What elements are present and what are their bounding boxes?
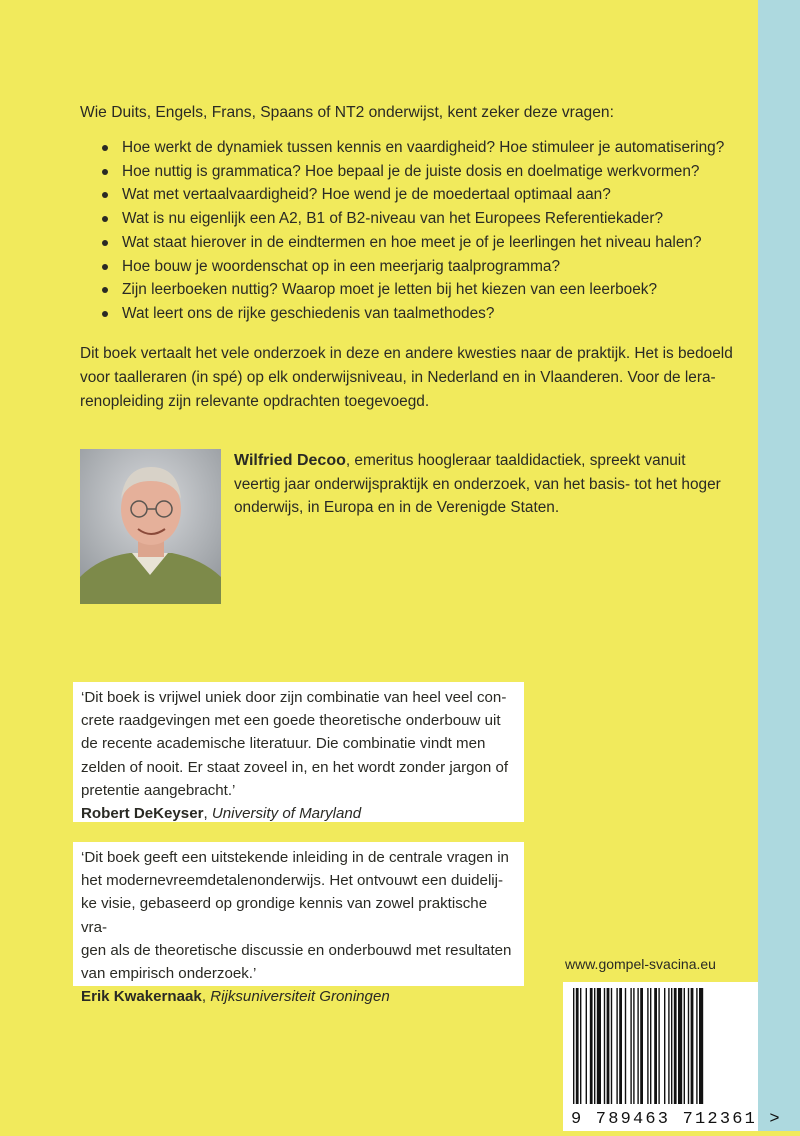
barcode-bar (633, 988, 634, 1104)
quote-line: het modernevreemdetalenonderwijs. Het ontvouwt een duidelij- (81, 872, 504, 890)
bullet-icon (102, 192, 108, 198)
barcode-bar (671, 988, 672, 1104)
barcode-bar (573, 988, 574, 1104)
bullet-icon (102, 169, 108, 175)
barcode-bar (640, 988, 643, 1104)
barcode-bar (594, 988, 595, 1104)
list-item: Hoe bouw je woordenschat op in een meerjarig taalprogramma? (80, 255, 740, 279)
barcode-bar (674, 988, 677, 1104)
isbn-digits: 9 789463 712361 > (571, 1110, 782, 1129)
barcode-bar (699, 988, 703, 1104)
quote-line: ke visie, gebaseerd op grondige kennis van zowel praktische vra- (81, 895, 488, 936)
barcode-bar (619, 988, 622, 1104)
barcode-bar (650, 988, 651, 1104)
quote-line: zelden of nooit. Er staat zoveel in, en het wordt zonder jargon of (81, 758, 509, 776)
barcode-bar (586, 988, 587, 1104)
barcode-bar (684, 988, 685, 1104)
quote-line: de recente academische literatuur. Die combinatie vindt men (81, 735, 486, 753)
author-name: Wilfried Decoo (234, 452, 346, 469)
barcode-bar (654, 988, 657, 1104)
barcode-bar (658, 988, 659, 1104)
quote-box (73, 842, 524, 1006)
quote-line: pretentie aangebracht.’ (81, 781, 236, 799)
barcode-bar (688, 988, 689, 1104)
quote-source: Robert DeKeyser, University of Maryland (81, 805, 362, 823)
intro-text: Wie Duits, Engels, Frans, Spaans of NT2 onderwijst, kent zeker deze vragen: (80, 104, 614, 121)
barcode-bar (630, 988, 631, 1104)
question-list (80, 136, 740, 326)
barcode-bar (604, 988, 605, 1104)
quote-line: crete raadgevingen met een goede theoretische onderbouw uit (81, 712, 501, 730)
bullet-icon (102, 216, 108, 222)
bullet-icon (102, 264, 108, 270)
barcode-bar (597, 988, 601, 1104)
bullet-icon (102, 287, 108, 293)
list-item: Hoe werkt de dynamiek tussen kennis en vaardigheid? Hoe stimuleer je automatisering? (80, 136, 740, 160)
list-item: Wat leert ons de rijke geschiedenis van taalmethodes? (80, 302, 740, 326)
author-photo (80, 449, 221, 604)
quote-line: gen als de theoretische discussie en onderbouwd met resultaten (81, 941, 512, 959)
barcode-bar (637, 988, 638, 1104)
bullet-icon (102, 311, 108, 317)
barcode-bar (691, 988, 694, 1104)
book-summary: Dit boek vertaalt het vele onderzoek in deze en andere kwesties naar de praktijk. Het is bedoeld voor taalleraren (in spé) op elk onderwijsniveau, in Nederland en in Vlaanderen. Voor de lera- renopleiding zijn relevante opdrachten toegevoegd. (80, 345, 733, 410)
barcode-bar (576, 988, 579, 1104)
barcode-bar (647, 988, 648, 1104)
list-item: Zijn leerboeken nuttig? Waarop moet je letten bij het kiezen van een leerboek? (80, 278, 740, 302)
barcode-bar (590, 988, 593, 1104)
list-item: Hoe nuttig is grammatica? Hoe bepaal je de juiste dosis en doelmatige werkvormen? (80, 160, 740, 184)
author-portrait-icon (80, 449, 221, 604)
list-item: Wat met vertaalvaardigheid? Hoe wend je de moedertaal optimaal aan? (80, 183, 740, 207)
barcode (563, 982, 758, 1131)
barcode-bar (668, 988, 669, 1104)
author-bio: Wilfried Decoo, emeritus hoogleraar taaldidactiek, spreekt vanuit veertig jaar onderwijspraktijk en onderzoek, van het basis- tot het hoger onderwijs, in Europa en in de Verenigde Staten. (234, 452, 721, 516)
quote-line: ‘Dit boek is vrijwel uniek door zijn combinatie van heel veel con- (81, 689, 507, 706)
list-item: Wat staat hierover in de eindtermen en hoe meet je of je leerlingen het niveau halen? (80, 231, 740, 255)
spine-stripe (758, 0, 800, 1131)
list-item: Wat is nu eigenlijk een A2, B1 of B2-niveau van het Europees Referentiekader? (80, 207, 740, 231)
quote-line: van empirisch onderzoek.’ (81, 965, 257, 983)
quote-line: ‘Dit boek geeft een uitstekende inleiding in de centrale vragen in (81, 849, 509, 866)
barcode-bar (616, 988, 617, 1104)
publisher-website[interactable]: www.gompel-svacina.eu (565, 956, 716, 972)
barcode-bar (580, 988, 581, 1104)
bullet-icon (102, 145, 108, 151)
barcode-bar (678, 988, 682, 1104)
barcode-bar (696, 988, 697, 1104)
barcode-bar (607, 988, 610, 1104)
barcode-bar (664, 988, 665, 1104)
quote-source: Erik Kwakernaak, Rijksuniversiteit Groningen (81, 988, 390, 1006)
bullet-icon (102, 240, 108, 246)
quote-box (73, 682, 524, 822)
barcode-icon (563, 982, 758, 1131)
barcode-bar (625, 988, 626, 1104)
barcode-bar (611, 988, 612, 1104)
